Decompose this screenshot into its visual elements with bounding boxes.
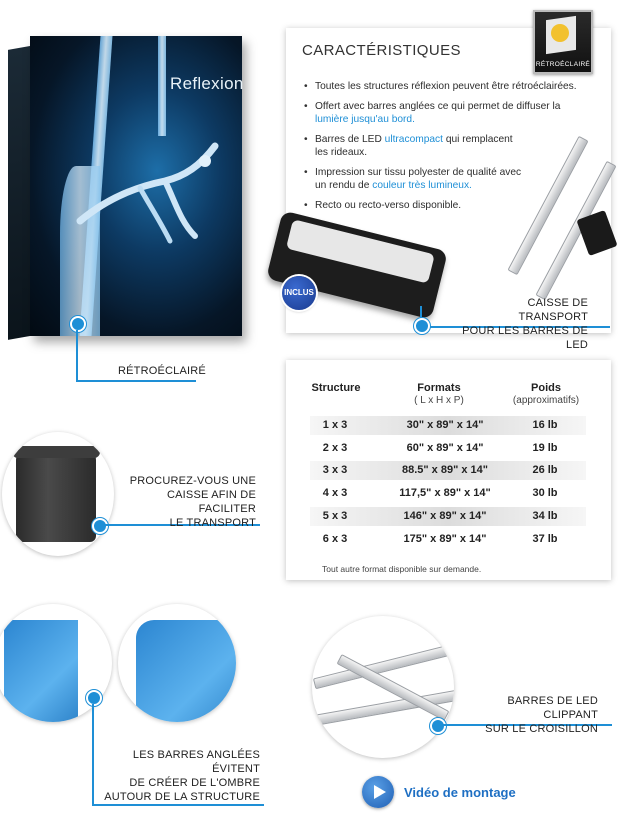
characteristic-text: Toutes les structures réflexion peuvent être rétroéclairées. bbox=[315, 81, 577, 92]
table-row bbox=[310, 530, 586, 549]
characteristic-item bbox=[302, 133, 515, 159]
cell-format: 60" x 89" x 14" bbox=[406, 442, 484, 454]
characteristic-text: qui remplacent les rideaux. bbox=[315, 134, 513, 158]
video-link[interactable]: Vidéo de montage bbox=[404, 785, 516, 800]
characteristic-highlight: ultracompact bbox=[384, 134, 443, 145]
cell-structure: 6 x 3 bbox=[322, 533, 348, 545]
caption-line: BARRES DE LED CLIPPANT bbox=[507, 695, 598, 721]
transport-case-pointer-dot bbox=[414, 318, 430, 334]
caption-line: DE CRÉER DE L'OMBRE bbox=[129, 777, 260, 789]
caption-line: CAISSE DE TRANSPORT bbox=[518, 297, 588, 323]
storage-case-caption bbox=[118, 474, 256, 530]
backlit-connector-line bbox=[76, 330, 78, 380]
cell-format: 117,5" x 89" x 14" bbox=[399, 487, 491, 499]
table-row bbox=[310, 507, 586, 526]
caption-line: CAISSE AFIN DE FACILITER bbox=[167, 489, 256, 515]
cell-weight: 19 lb bbox=[532, 442, 558, 454]
column-subheader-weight: (approximatifs) bbox=[512, 395, 580, 406]
storage-bin-image bbox=[2, 432, 114, 556]
product-brand-text: Reflexion bbox=[170, 74, 244, 93]
cell-structure: 2 x 3 bbox=[322, 442, 348, 454]
product-side-panel bbox=[8, 46, 30, 340]
caption-line: SUR LE CROISILLON bbox=[485, 723, 598, 735]
table-footnote: Tout autre format disponible sur demande. bbox=[322, 564, 482, 574]
characteristic-item bbox=[302, 166, 530, 192]
led-clip-caption bbox=[458, 694, 598, 736]
characteristic-text: Impression sur tissu polyester de qualité avec un rendu de bbox=[315, 167, 522, 191]
cell-structure: 1 x 3 bbox=[322, 419, 348, 431]
backlit-pointer-dot bbox=[70, 316, 86, 332]
product-backdrop-image bbox=[8, 36, 242, 344]
format-table-card bbox=[286, 360, 611, 580]
column-subheader-formats: ( L x H x P) bbox=[414, 395, 464, 406]
table-row bbox=[310, 461, 586, 480]
cell-format: 175" x 89" x 14" bbox=[403, 533, 487, 545]
characteristics-list bbox=[302, 80, 584, 219]
cell-weight: 30 lb bbox=[532, 487, 558, 499]
caption-line: LE TRANSPORT bbox=[169, 517, 256, 529]
caption-line: LES BARRES ANGLÉES ÉVITENT bbox=[132, 749, 260, 775]
characteristics-title: CARACTÉRISTIQUES bbox=[302, 42, 461, 59]
column-header-formats: Formats bbox=[417, 382, 461, 394]
characteristic-highlight: lumière jusqu'au bord. bbox=[315, 114, 415, 125]
cell-weight: 16 lb bbox=[532, 419, 558, 431]
cell-weight: 34 lb bbox=[532, 510, 558, 522]
light-bulb-icon bbox=[551, 24, 569, 42]
backlit-connector-line bbox=[76, 380, 196, 382]
blue-fabric-shape bbox=[4, 620, 78, 722]
transport-case-caption bbox=[458, 296, 588, 352]
silk-ribbon-right bbox=[158, 36, 166, 136]
product-front-panel bbox=[30, 36, 242, 336]
play-video-icon[interactable] bbox=[362, 776, 394, 808]
caption-line: PROCUREZ-VOUS UNE bbox=[129, 475, 256, 487]
storage-bin-shape bbox=[16, 450, 96, 542]
angled-bars-caption bbox=[100, 748, 260, 804]
cell-structure: 4 x 3 bbox=[322, 487, 348, 499]
blue-fabric-shape bbox=[136, 620, 236, 722]
characteristic-highlight: couleur très lumineux. bbox=[372, 180, 472, 191]
column-header-structure: Structure bbox=[311, 382, 361, 394]
led-clip-pointer-dot bbox=[430, 718, 446, 734]
cell-weight: 26 lb bbox=[532, 464, 558, 476]
characteristic-text: Offert avec barres anglées ce qui permet de diffuser la bbox=[315, 101, 561, 112]
angled-bars-pointer-dot bbox=[86, 690, 102, 706]
angled-bar-fabric-image-right bbox=[118, 604, 236, 722]
backlit-badge bbox=[533, 10, 593, 74]
storage-case-pointer-dot bbox=[92, 518, 108, 534]
aerial-dancer-figure bbox=[70, 126, 230, 256]
table-row bbox=[310, 416, 586, 435]
caption-line: POUR LES BARRES DE LED bbox=[462, 325, 588, 351]
cell-weight: 37 lb bbox=[532, 533, 558, 545]
cell-structure: 5 x 3 bbox=[322, 510, 348, 522]
characteristic-item bbox=[302, 100, 580, 126]
cell-structure: 3 x 3 bbox=[322, 464, 348, 476]
cell-format: 146" x 89" x 14" bbox=[403, 510, 487, 522]
backlit-caption: RÉTROÉCLAIRÉ bbox=[118, 365, 206, 377]
caption-line: AUTOUR DE LA STRUCTURE bbox=[104, 791, 260, 803]
table-row bbox=[310, 484, 586, 503]
led-bar-clip-image bbox=[312, 616, 454, 758]
angled-bars-connector-line bbox=[92, 704, 94, 804]
table-row bbox=[310, 439, 586, 458]
cell-format: 30" x 89" x 14" bbox=[406, 419, 484, 431]
cell-format: 88.5" x 89" x 14" bbox=[402, 464, 488, 476]
characteristic-text: Recto ou recto-verso disponible. bbox=[315, 200, 462, 211]
badge-label: RÉTROÉCLAIRÉ bbox=[535, 61, 591, 68]
angled-bars-connector-line bbox=[92, 804, 264, 806]
column-header-weight: Poids bbox=[531, 382, 561, 394]
characteristic-item bbox=[302, 80, 584, 93]
included-badge: INCLUS bbox=[282, 276, 316, 310]
characteristic-text: Barres de LED bbox=[315, 134, 385, 145]
